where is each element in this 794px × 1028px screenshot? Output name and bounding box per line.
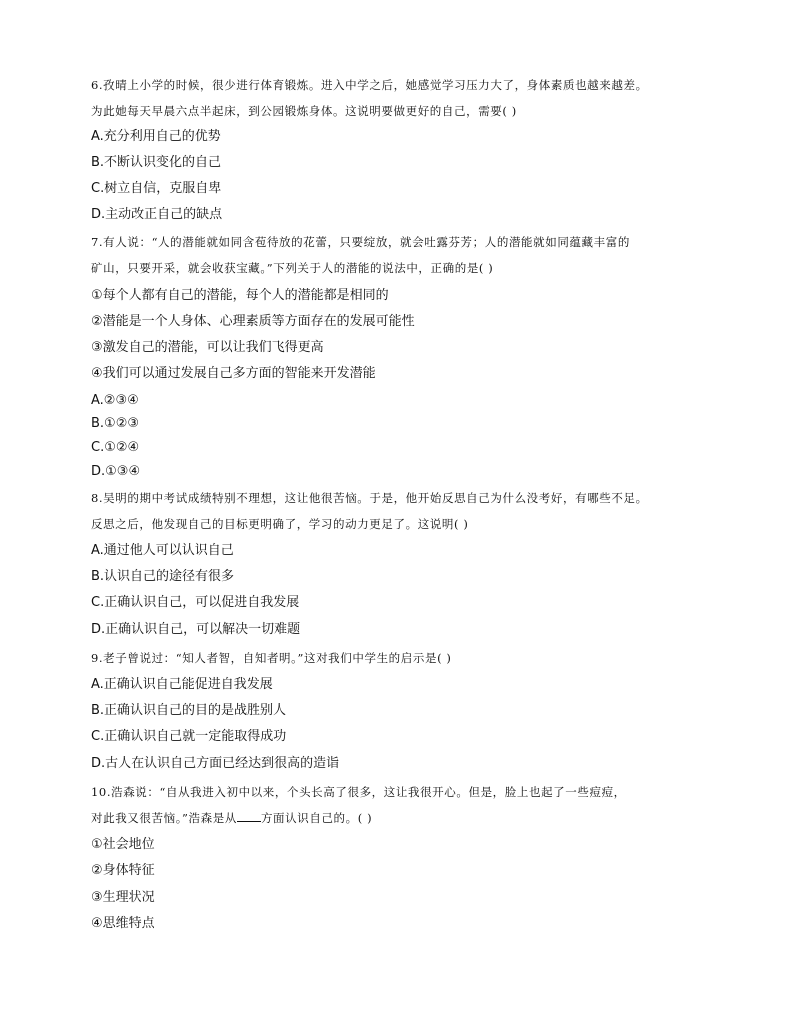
question-9-option-c: C.正确认识自己就一定能取得成功 [91, 729, 287, 744]
question-8-stem-line-1: 8.吴明的期中考试成绩特别不理想，这让他很苦恼。于是，他开始反思自己为什么没考好，有哪些不足。 [91, 491, 648, 505]
answer-blank [237, 809, 261, 822]
question-6-option-c: C.树立自信，克服自卑 [91, 181, 222, 196]
question-7-option-b: B.①②③ [91, 416, 140, 431]
question-10-stem-after-blank: 方面认识自己的。( ) [260, 811, 373, 825]
question-10-statement-2: ②身体特征 [91, 863, 155, 878]
question-6-option-d: D.主动改正自己的缺点 [91, 207, 223, 222]
question-9-stem-line-1: 9.老子曾说过：“知人者智，自知者明。”这对我们中学生的启示是( ) [91, 651, 452, 665]
question-6-option-b: B.不断认识变化的自己 [91, 155, 222, 170]
question-7-option-d: D.①③④ [91, 464, 141, 479]
question-10-statement-4: ④思维特点 [91, 916, 155, 931]
question-7-stem-line-1: 7.有人说：“人的潜能就如同含苞待放的花蕾，只要绽放，就会吐露芬芳；人的潜能就如同蕴藏丰富的 [91, 235, 630, 249]
question-7-statement-1: ①每个人都有自己的潜能，每个人的潜能都是相同的 [91, 288, 389, 303]
question-8-option-a: A.通过他人可以认识自己 [91, 543, 234, 558]
question-10-stem-line-1: 10.浩森说：“自从我进入初中以来，个头长高了很多，这让我很开心。但是，脸上也起了一些痘痘， [91, 785, 626, 799]
question-7-option-c: C.①②④ [91, 440, 140, 455]
question-7-statement-3: ③激发自己的潜能，可以让我们飞得更高 [91, 340, 324, 355]
question-6-option-a: A.充分利用自己的优势 [91, 129, 221, 144]
question-8-stem-line-2: 反思之后，他发现自己的目标更明确了，学习的动力更足了。这说明( ) [91, 517, 469, 531]
question-6-stem-line-2: 为此她每天早晨六点半起床，到公园锻炼身体。这说明要做更好的自己，需要( ) [91, 104, 517, 118]
question-8-option-b: B.认识自己的途径有很多 [91, 569, 235, 584]
question-10-stem-line-2 [91, 809, 711, 827]
question-10-stem-before-blank: 对此我又很苦恼。”浩森是从 [91, 811, 237, 825]
question-7-stem-line-2: 矿山，只要开采，就会收获宝藏。”下列关于人的潜能的说法中，正确的是( ) [91, 261, 494, 275]
question-9-option-d: D.古人在认识自己方面已经达到很高的造诣 [91, 756, 340, 771]
question-7-statement-2: ②潜能是一个人身体、心理素质等方面存在的发展可能性 [91, 314, 415, 329]
question-9-option-a: A.正确认识自己能促进自我发展 [91, 677, 273, 692]
question-10-statement-1: ①社会地位 [91, 837, 155, 852]
question-8-option-c: C.正确认识自己，可以促进自我发展 [91, 595, 300, 610]
question-10-statement-3: ③生理状况 [91, 890, 155, 905]
question-9-option-b: B.正确认识自己的目的是战胜别人 [91, 703, 287, 718]
question-7-option-a: A.②③④ [91, 393, 139, 408]
question-7-statement-4: ④我们可以通过发展自己多方面的智能来开发潜能 [91, 366, 376, 381]
question-8-option-d: D.正确认识自己，可以解决一切难题 [91, 622, 301, 637]
question-6-stem-line-1: 6.孜晴上小学的时候，很少进行体育锻炼。进入中学之后，她感觉学习压力大了，身体素质也越来越差。 [91, 78, 648, 92]
